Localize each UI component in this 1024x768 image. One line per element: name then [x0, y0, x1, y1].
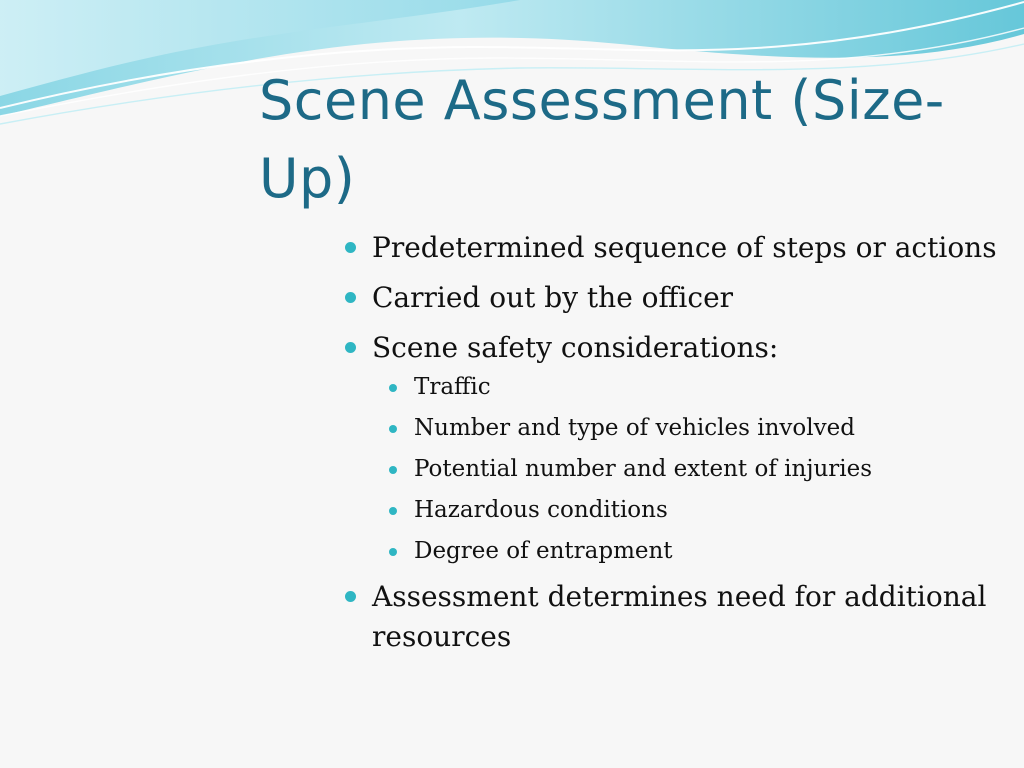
sub-bullet-text: Potential number and extent of injuries [414, 456, 873, 482]
sub-bullet-marker [389, 548, 397, 556]
bullet-text: Predetermined sequence of steps or actions [372, 231, 997, 264]
sub-bullet-marker [389, 425, 397, 433]
sub-bullet-text: Traffic [414, 374, 491, 400]
bullet-marker [345, 292, 356, 303]
sub-bullet-item [341, 536, 1021, 566]
sub-bullet-text: Number and type of vehicles involved [414, 415, 855, 441]
bullet-item [341, 328, 1021, 566]
bullet-text: Assessment determines need for additional resources [372, 580, 987, 653]
sub-bullet-marker [389, 466, 397, 474]
bullet-text: Carried out by the officer [372, 281, 734, 314]
sub-bullet-item [341, 454, 1021, 484]
sub-bullet-marker [389, 507, 397, 515]
sub-bullet-text: Hazardous conditions [414, 497, 668, 523]
bullet-text: Scene safety considerations: [372, 331, 779, 364]
bullet-list [341, 228, 1021, 667]
sub-bullet-item [341, 372, 1021, 402]
sub-bullet-item [341, 495, 1021, 525]
bullet-marker [345, 342, 356, 353]
bullet-marker [345, 242, 356, 253]
sub-bullet-marker [389, 384, 397, 392]
bullet-item [341, 228, 1021, 268]
bullet-marker [345, 591, 356, 602]
bullet-item [341, 278, 1021, 318]
slide-title: Scene Assessment (Size-Up) [259, 69, 945, 210]
sub-bullet-item [341, 413, 1021, 443]
sub-bullet-list [341, 372, 1021, 566]
bullet-item [341, 577, 1021, 657]
sub-bullet-text: Degree of entrapment [414, 538, 673, 564]
